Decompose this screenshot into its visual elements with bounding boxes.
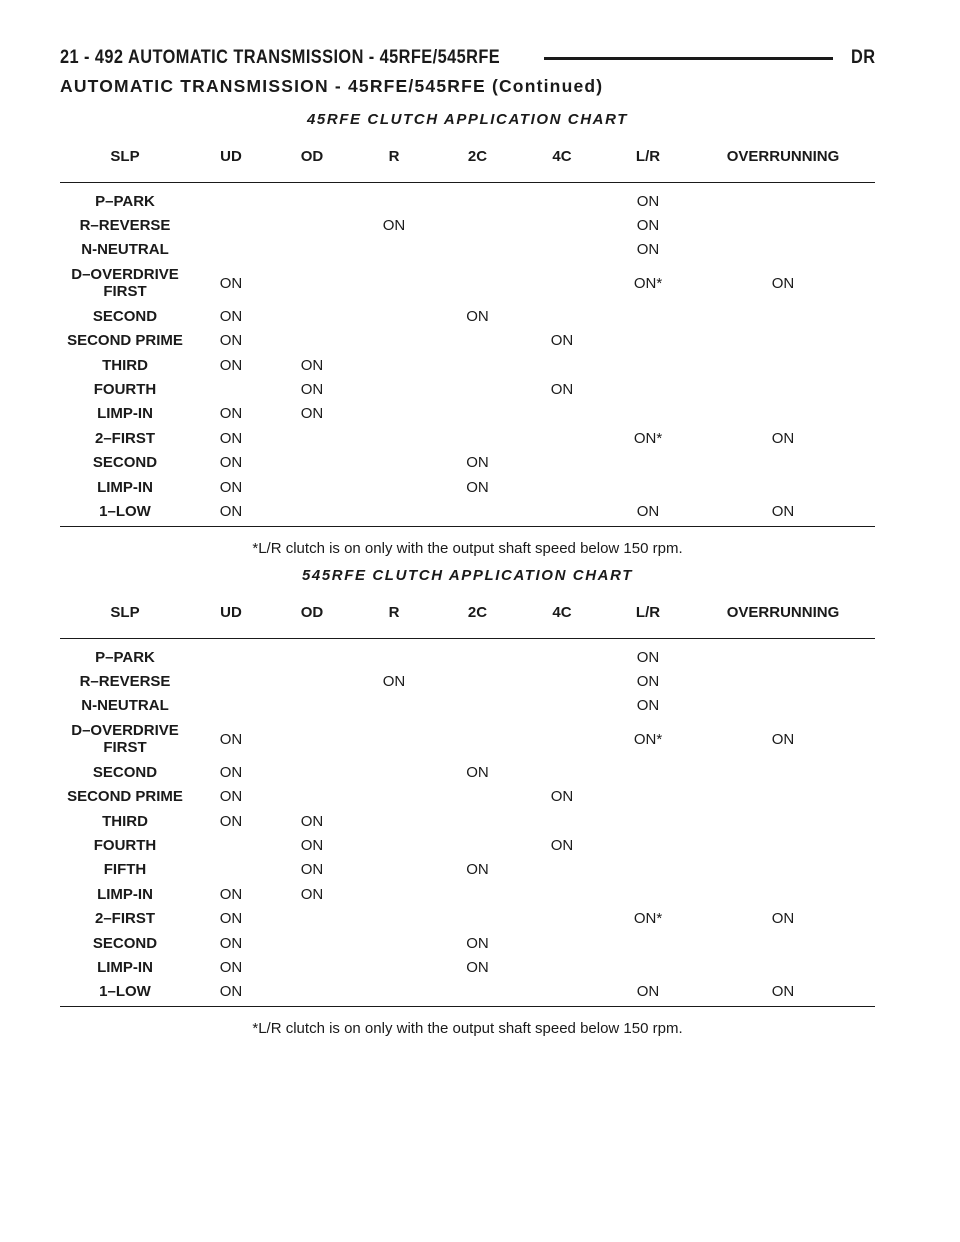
table-cell — [691, 785, 875, 809]
table-cell — [272, 238, 352, 262]
row-label: SECOND PRIME — [67, 332, 183, 350]
table-row — [60, 760, 875, 784]
row-label: 1–LOW — [60, 499, 190, 526]
page-header — [60, 44, 875, 72]
table-row — [60, 238, 875, 262]
table-cell — [352, 907, 436, 931]
table-cell — [436, 785, 519, 809]
table-cell: ON — [219, 885, 243, 903]
table-cell: ON* — [633, 429, 663, 447]
table-cell — [436, 718, 519, 760]
table-cell: ON — [300, 837, 324, 855]
table-cell: ON — [219, 934, 243, 952]
table-row — [60, 475, 875, 499]
table-cell — [352, 183, 436, 214]
table-cell — [436, 377, 519, 401]
row-label: P–PARK — [95, 192, 155, 210]
table-cell — [691, 694, 875, 718]
table-cell — [691, 760, 875, 784]
table-cell: ON — [219, 958, 243, 976]
page-number: 21 - 492 — [60, 47, 124, 68]
table-cell — [436, 669, 519, 693]
table-row — [60, 499, 875, 526]
table-cell — [190, 833, 272, 857]
table-cell — [190, 694, 272, 718]
table-cell — [436, 907, 519, 931]
table-row — [60, 451, 875, 475]
table-cell — [605, 760, 691, 784]
table-cell: ON — [466, 934, 489, 952]
row-label: LIMP-IN — [97, 958, 153, 976]
table-cell — [272, 329, 352, 353]
table-cell — [519, 475, 605, 499]
table-cell: ON — [466, 958, 489, 976]
row-label: FIFTH — [103, 861, 147, 879]
column-header: OD — [272, 130, 352, 183]
table-cell — [519, 213, 605, 237]
table-cell — [519, 353, 605, 377]
table-cell — [352, 809, 436, 833]
table-cell — [519, 955, 605, 979]
table-cell — [272, 639, 352, 670]
table-cell — [605, 329, 691, 353]
chart-footnote: *L/R clutch is on only with the output shaft speed below 150 rpm. — [252, 1020, 683, 1038]
table-cell — [352, 931, 436, 955]
row-label: SECOND — [92, 934, 158, 952]
table-cell: ON — [466, 861, 489, 879]
table-cell — [272, 304, 352, 328]
column-header: 2C — [436, 586, 519, 639]
table-cell — [272, 980, 352, 1007]
row-label: FOURTH — [93, 381, 157, 399]
table-cell — [272, 426, 352, 450]
column-header: OD — [272, 586, 352, 639]
column-header: UD — [190, 130, 272, 183]
table-cell — [436, 426, 519, 450]
table-cell — [190, 213, 272, 237]
table-row — [60, 377, 875, 401]
table-cell — [519, 183, 605, 214]
column-header: R — [352, 130, 436, 183]
table-cell — [272, 760, 352, 784]
row-label: D–OVERDRIVE FIRST — [71, 266, 179, 301]
table-row — [60, 262, 875, 304]
table-cell — [272, 694, 352, 718]
column-header: OVERRUNNING — [691, 586, 875, 639]
column-header: SLP — [60, 130, 190, 183]
table-cell — [436, 213, 519, 237]
row-label: N-NEUTRAL — [81, 697, 169, 715]
header-rule — [544, 57, 832, 60]
table-cell: ON — [219, 332, 243, 350]
table-cell — [436, 262, 519, 304]
table-cell — [190, 238, 272, 262]
table-cell: ON — [771, 910, 795, 928]
row-label: R–REVERSE — [79, 217, 171, 235]
table-cell: ON — [691, 980, 875, 1007]
table-row — [60, 955, 875, 979]
table-cell — [352, 858, 436, 882]
table-header-row — [60, 586, 875, 639]
column-header: UD — [190, 586, 272, 639]
row-label: R–REVERSE — [79, 673, 171, 691]
table-cell — [519, 499, 605, 526]
table-cell: ON — [300, 885, 324, 903]
table-cell: ON — [300, 812, 324, 830]
table-cell — [519, 426, 605, 450]
table-cell — [436, 882, 519, 906]
table-cell — [272, 907, 352, 931]
table-cell — [352, 329, 436, 353]
table-cell: ON — [466, 454, 489, 472]
table-cell: ON — [636, 217, 660, 235]
table-row — [60, 426, 875, 450]
table-cell — [605, 475, 691, 499]
table-cell: ON — [300, 356, 324, 374]
table-cell: ON — [219, 356, 243, 374]
column-header: OVERRUNNING — [691, 130, 875, 183]
table-cell: ON* — [633, 910, 663, 928]
table-cell — [352, 353, 436, 377]
table-cell — [436, 499, 519, 526]
table-cell — [436, 183, 519, 214]
table-cell: ON — [300, 381, 324, 399]
table-cell — [436, 694, 519, 718]
column-header: 2C — [436, 130, 519, 183]
table-cell: ON — [636, 673, 660, 691]
table-row — [60, 353, 875, 377]
table-row — [60, 833, 875, 857]
row-label: D–OVERDRIVE FIRST — [71, 722, 179, 757]
header-code: DR — [850, 47, 875, 68]
table-cell — [272, 451, 352, 475]
table-cell — [519, 639, 605, 670]
table-cell — [352, 718, 436, 760]
table-header-row — [60, 130, 875, 183]
table-cell — [352, 377, 436, 401]
table-cell — [691, 304, 875, 328]
table-cell — [691, 475, 875, 499]
table-cell — [436, 639, 519, 670]
table-cell — [519, 402, 605, 426]
table-cell — [519, 669, 605, 693]
table-cell — [691, 858, 875, 882]
table-cell — [352, 451, 436, 475]
table-cell — [436, 353, 519, 377]
table-cell: ON* — [633, 274, 663, 292]
table-cell: ON — [691, 499, 875, 526]
table-cell — [352, 833, 436, 857]
column-header: SLP — [60, 586, 190, 639]
table-cell — [691, 183, 875, 214]
table-cell — [352, 882, 436, 906]
table-cell — [519, 931, 605, 955]
table-cell — [352, 426, 436, 450]
table-cell — [352, 238, 436, 262]
table-cell: ON — [771, 429, 795, 447]
row-label: LIMP-IN — [97, 885, 153, 903]
table-cell — [691, 955, 875, 979]
table-cell: ON — [466, 307, 489, 325]
table-cell — [691, 377, 875, 401]
table-cell — [519, 980, 605, 1007]
table-cell — [436, 329, 519, 353]
clutch-application-table — [60, 586, 875, 1007]
chart-title: 45RFE CLUTCH APPLICATION CHART — [306, 111, 629, 128]
table-cell — [605, 858, 691, 882]
table-cell: ON — [605, 980, 691, 1007]
row-label: LIMP-IN — [97, 478, 153, 496]
table-cell: ON — [219, 405, 243, 423]
table-cell — [436, 402, 519, 426]
table-row — [60, 694, 875, 718]
table-cell — [352, 639, 436, 670]
table-cell — [605, 955, 691, 979]
row-label: SECOND PRIME — [67, 788, 183, 806]
table-cell — [272, 499, 352, 526]
table-cell: ON — [300, 861, 324, 879]
table-cell: ON — [190, 499, 272, 526]
table-cell — [605, 304, 691, 328]
table-cell — [190, 377, 272, 401]
table-row — [60, 931, 875, 955]
table-cell — [519, 238, 605, 262]
table-cell — [519, 809, 605, 833]
table-cell: ON — [382, 217, 406, 235]
table-cell — [436, 809, 519, 833]
table-cell — [691, 353, 875, 377]
table-row — [60, 809, 875, 833]
column-header: L/R — [605, 586, 691, 639]
chart-footnote: *L/R clutch is on only with the output shaft speed below 150 rpm. — [252, 539, 683, 557]
table-cell — [352, 499, 436, 526]
table-cell — [519, 262, 605, 304]
table-cell: ON — [219, 478, 243, 496]
table-cell — [691, 213, 875, 237]
table-cell — [691, 329, 875, 353]
row-label: 2–FIRST — [94, 429, 155, 447]
row-label: LIMP-IN — [97, 405, 153, 423]
table-cell: ON — [636, 241, 660, 259]
table-cell: ON — [550, 837, 574, 855]
table-row — [60, 980, 875, 1007]
table-cell — [190, 858, 272, 882]
table-cell: ON — [466, 478, 489, 496]
table-row — [60, 639, 875, 670]
table-cell — [519, 451, 605, 475]
table-cell — [352, 760, 436, 784]
table-cell — [605, 833, 691, 857]
row-label: SECOND — [92, 307, 158, 325]
table-cell — [272, 955, 352, 979]
table-row — [60, 785, 875, 809]
table-cell — [605, 353, 691, 377]
table-row — [60, 669, 875, 693]
table-cell: ON — [382, 673, 406, 691]
table-row — [60, 858, 875, 882]
table-row — [60, 329, 875, 353]
clutch-chart-45rfe — [60, 110, 875, 557]
table-cell — [272, 213, 352, 237]
table-cell — [352, 475, 436, 499]
table-row — [60, 907, 875, 931]
table-cell — [190, 183, 272, 214]
table-cell — [691, 809, 875, 833]
table-cell: ON — [636, 648, 660, 666]
table-cell — [605, 402, 691, 426]
table-cell: ON — [636, 697, 660, 715]
table-row — [60, 882, 875, 906]
table-cell — [272, 785, 352, 809]
table-cell — [691, 882, 875, 906]
table-cell: ON — [219, 274, 243, 292]
table-cell — [272, 475, 352, 499]
table-cell: ON — [550, 381, 574, 399]
table-cell — [605, 931, 691, 955]
table-row — [60, 402, 875, 426]
row-label: P–PARK — [95, 648, 155, 666]
table-cell — [519, 760, 605, 784]
table-cell — [352, 304, 436, 328]
row-label: 2–FIRST — [94, 910, 155, 928]
table-cell — [436, 833, 519, 857]
table-cell — [436, 980, 519, 1007]
table-cell — [190, 669, 272, 693]
table-cell: ON — [771, 274, 795, 292]
table-cell — [519, 304, 605, 328]
table-cell — [352, 262, 436, 304]
table-cell — [691, 451, 875, 475]
section-title: AUTOMATIC TRANSMISSION - 45RFE/545RFE (Continued) — [60, 76, 604, 96]
table-cell — [352, 980, 436, 1007]
row-label: THIRD — [102, 356, 148, 374]
table-cell: ON — [219, 910, 243, 928]
table-cell: ON* — [633, 730, 663, 748]
table-cell — [519, 694, 605, 718]
table-cell — [272, 718, 352, 760]
clutch-application-table — [60, 130, 875, 527]
table-cell — [352, 785, 436, 809]
table-cell — [519, 718, 605, 760]
row-label: FOURTH — [93, 837, 157, 855]
chart-title: 545RFE CLUTCH APPLICATION CHART — [301, 567, 633, 584]
table-cell: ON — [605, 499, 691, 526]
column-header: R — [352, 586, 436, 639]
table-cell — [605, 785, 691, 809]
table-cell — [605, 809, 691, 833]
table-cell: ON — [219, 730, 243, 748]
table-cell — [190, 639, 272, 670]
row-label: 1–LOW — [60, 980, 190, 1007]
table-cell — [519, 882, 605, 906]
table-cell — [691, 402, 875, 426]
header-title: AUTOMATIC TRANSMISSION - 45RFE/545RFE — [127, 47, 500, 68]
table-cell — [519, 907, 605, 931]
table-cell — [605, 451, 691, 475]
table-row — [60, 304, 875, 328]
table-cell — [272, 669, 352, 693]
table-row — [60, 718, 875, 760]
table-cell — [436, 238, 519, 262]
table-row — [60, 213, 875, 237]
table-cell — [272, 183, 352, 214]
table-cell: ON — [550, 332, 574, 350]
table-cell — [691, 669, 875, 693]
table-cell — [691, 639, 875, 670]
table-cell — [519, 858, 605, 882]
table-cell — [352, 955, 436, 979]
table-row — [60, 183, 875, 214]
column-header: 4C — [519, 130, 605, 183]
table-cell: ON — [219, 812, 243, 830]
table-cell: ON — [636, 192, 660, 210]
row-label: N-NEUTRAL — [81, 241, 169, 259]
table-cell: ON — [219, 763, 243, 781]
table-cell: ON — [219, 788, 243, 806]
table-cell: ON — [190, 980, 272, 1007]
table-cell — [605, 882, 691, 906]
table-cell — [691, 931, 875, 955]
column-header: 4C — [519, 586, 605, 639]
table-cell — [691, 238, 875, 262]
row-label: SECOND — [92, 454, 158, 472]
table-cell: ON — [550, 788, 574, 806]
table-cell: ON — [300, 405, 324, 423]
row-label: SECOND — [92, 763, 158, 781]
table-cell — [605, 377, 691, 401]
row-label: THIRD — [102, 812, 148, 830]
table-cell: ON — [771, 730, 795, 748]
table-cell — [691, 833, 875, 857]
table-cell — [272, 931, 352, 955]
table-cell — [352, 402, 436, 426]
table-cell — [272, 262, 352, 304]
table-cell: ON — [466, 763, 489, 781]
table-cell: ON — [219, 454, 243, 472]
clutch-chart-545rfe — [60, 566, 875, 1037]
table-cell: ON — [219, 429, 243, 447]
column-header: L/R — [605, 130, 691, 183]
table-cell — [352, 694, 436, 718]
table-cell: ON — [219, 307, 243, 325]
